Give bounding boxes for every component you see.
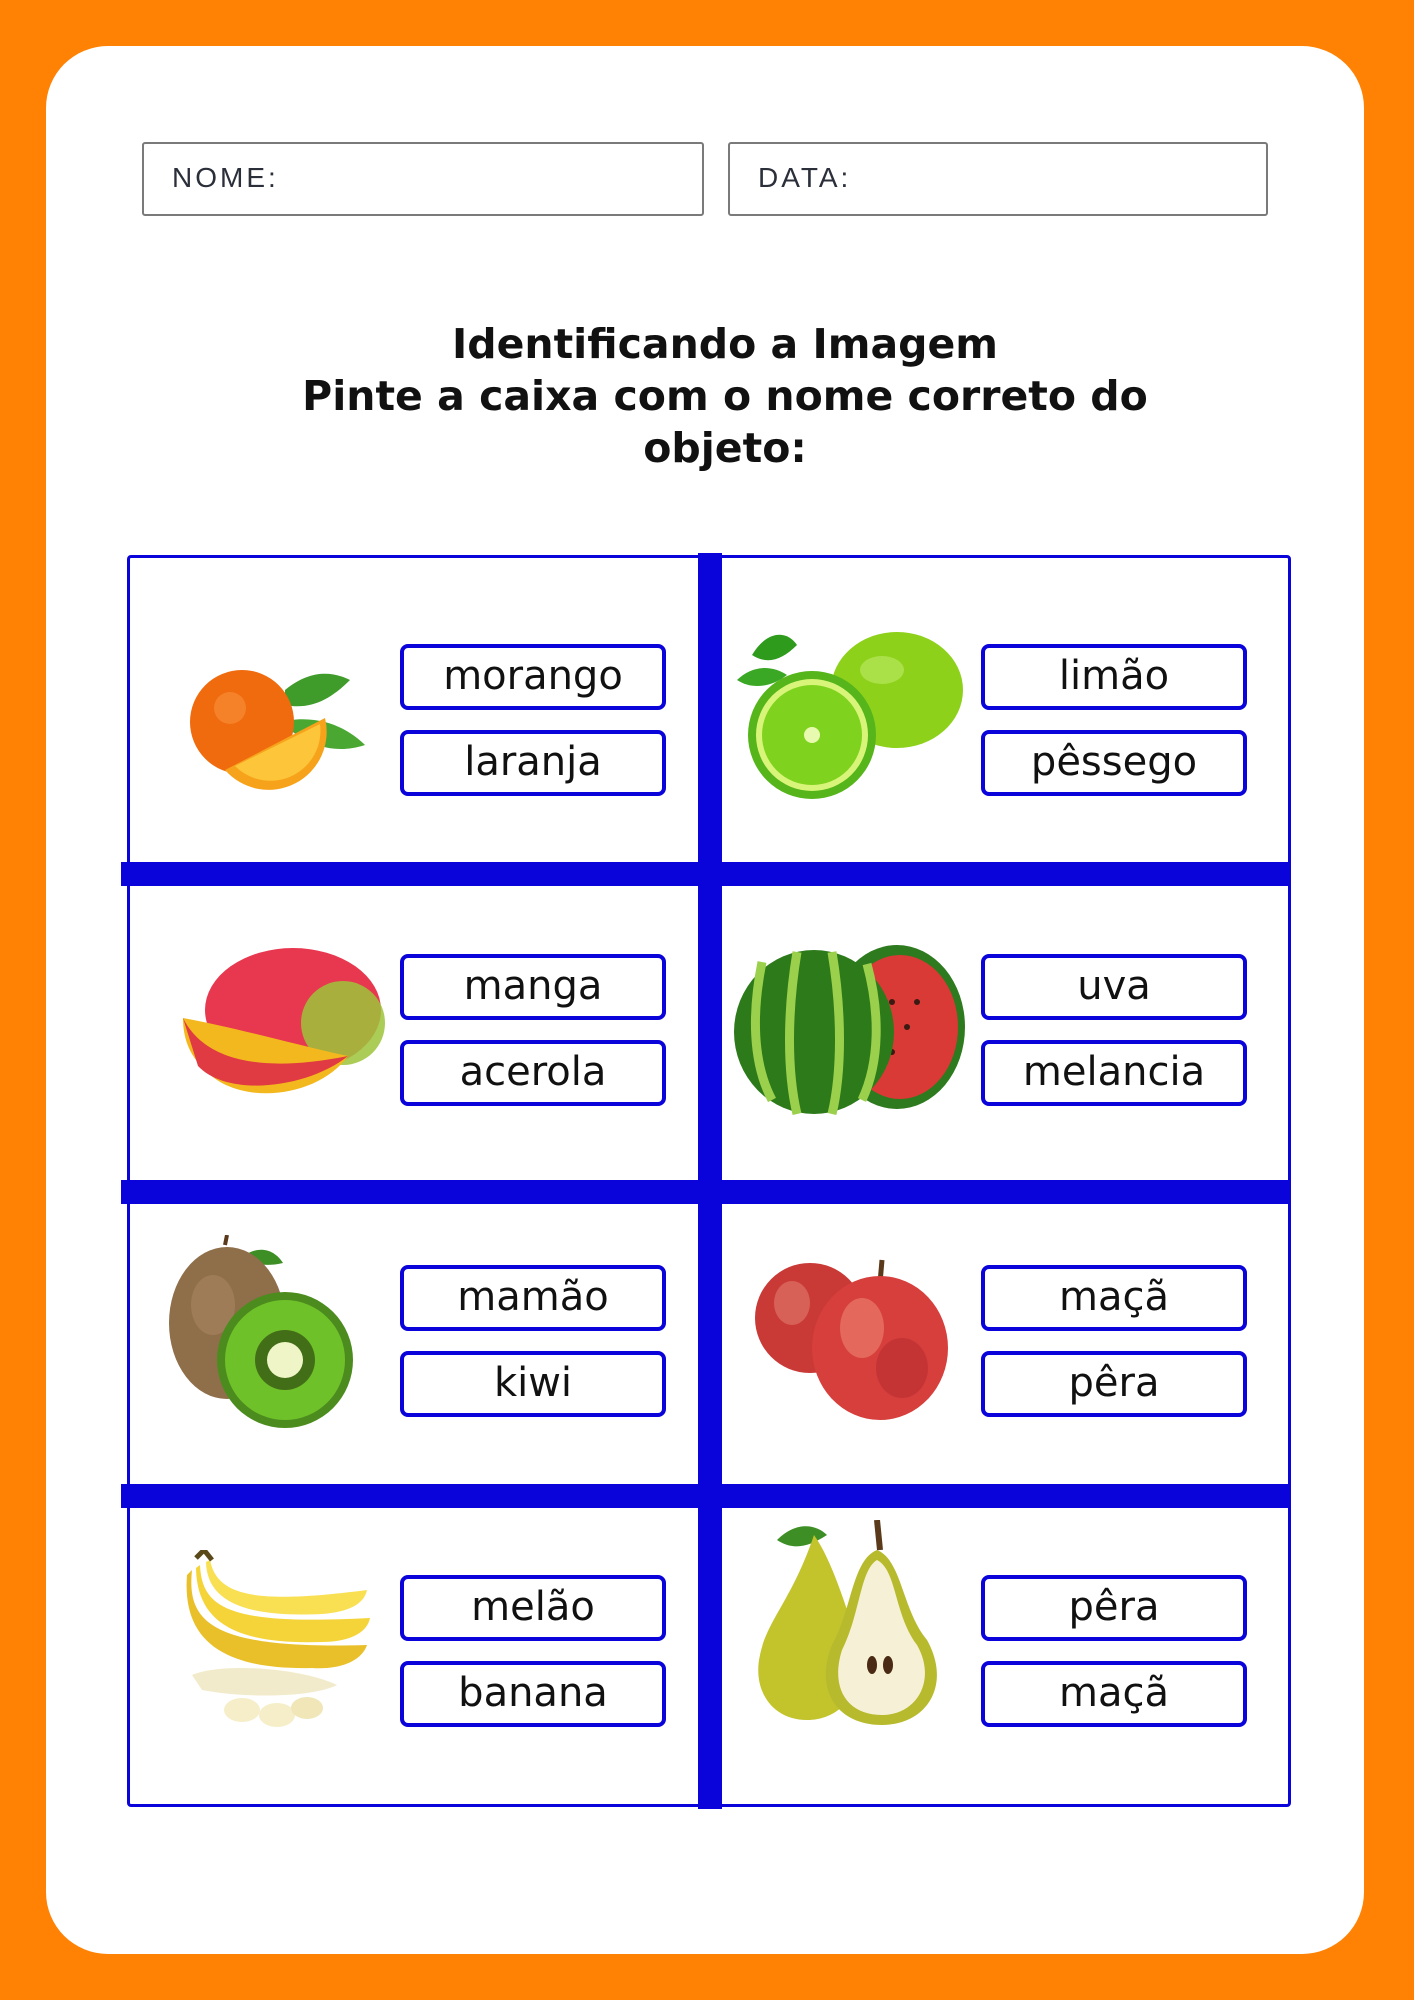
- option-maca[interactable]: maçã: [981, 1661, 1247, 1727]
- option-pessego[interactable]: pêssego: [981, 730, 1247, 796]
- option-morango[interactable]: morango: [400, 644, 666, 710]
- option-melancia[interactable]: melancia: [981, 1040, 1247, 1106]
- kiwi-icon: [165, 1235, 365, 1434]
- date-field[interactable]: [728, 142, 1268, 216]
- option-laranja[interactable]: laranja: [400, 730, 666, 796]
- grid-divider-row-2: [121, 1180, 1291, 1204]
- option-mamao[interactable]: mamão: [400, 1265, 666, 1331]
- option-kiwi[interactable]: kiwi: [400, 1351, 666, 1417]
- instruction-line-end: objeto:: [643, 424, 807, 472]
- watermelon-icon: [732, 932, 972, 1121]
- option-manga[interactable]: manga: [400, 954, 666, 1020]
- grid-divider-row-1: [121, 862, 1291, 886]
- option-uva[interactable]: uva: [981, 954, 1247, 1020]
- page-title: Identificando a Imagem: [451, 320, 999, 368]
- grid-divider-row-3: [121, 1484, 1291, 1508]
- mango-icon: [178, 938, 388, 1112]
- pear-icon: [752, 1520, 952, 1729]
- option-pera[interactable]: pêra: [981, 1351, 1247, 1417]
- option-melao[interactable]: melão: [400, 1575, 666, 1641]
- option-maca[interactable]: maçã: [981, 1265, 1247, 1331]
- date-label: DATA:: [758, 162, 852, 193]
- apple-icon: [752, 1248, 952, 1427]
- option-banana[interactable]: banana: [400, 1661, 666, 1727]
- lime-icon: [732, 625, 972, 809]
- banana-icon: [182, 1550, 382, 1739]
- name-label: NOME:: [172, 162, 279, 193]
- option-limao[interactable]: limão: [981, 644, 1247, 710]
- orange-icon: [180, 660, 380, 804]
- instruction-line: Pinte a caixa com o nome correto do: [302, 372, 1148, 420]
- name-field[interactable]: [142, 142, 704, 216]
- option-acerola[interactable]: acerola: [400, 1040, 666, 1106]
- option-pera[interactable]: pêra: [981, 1575, 1247, 1641]
